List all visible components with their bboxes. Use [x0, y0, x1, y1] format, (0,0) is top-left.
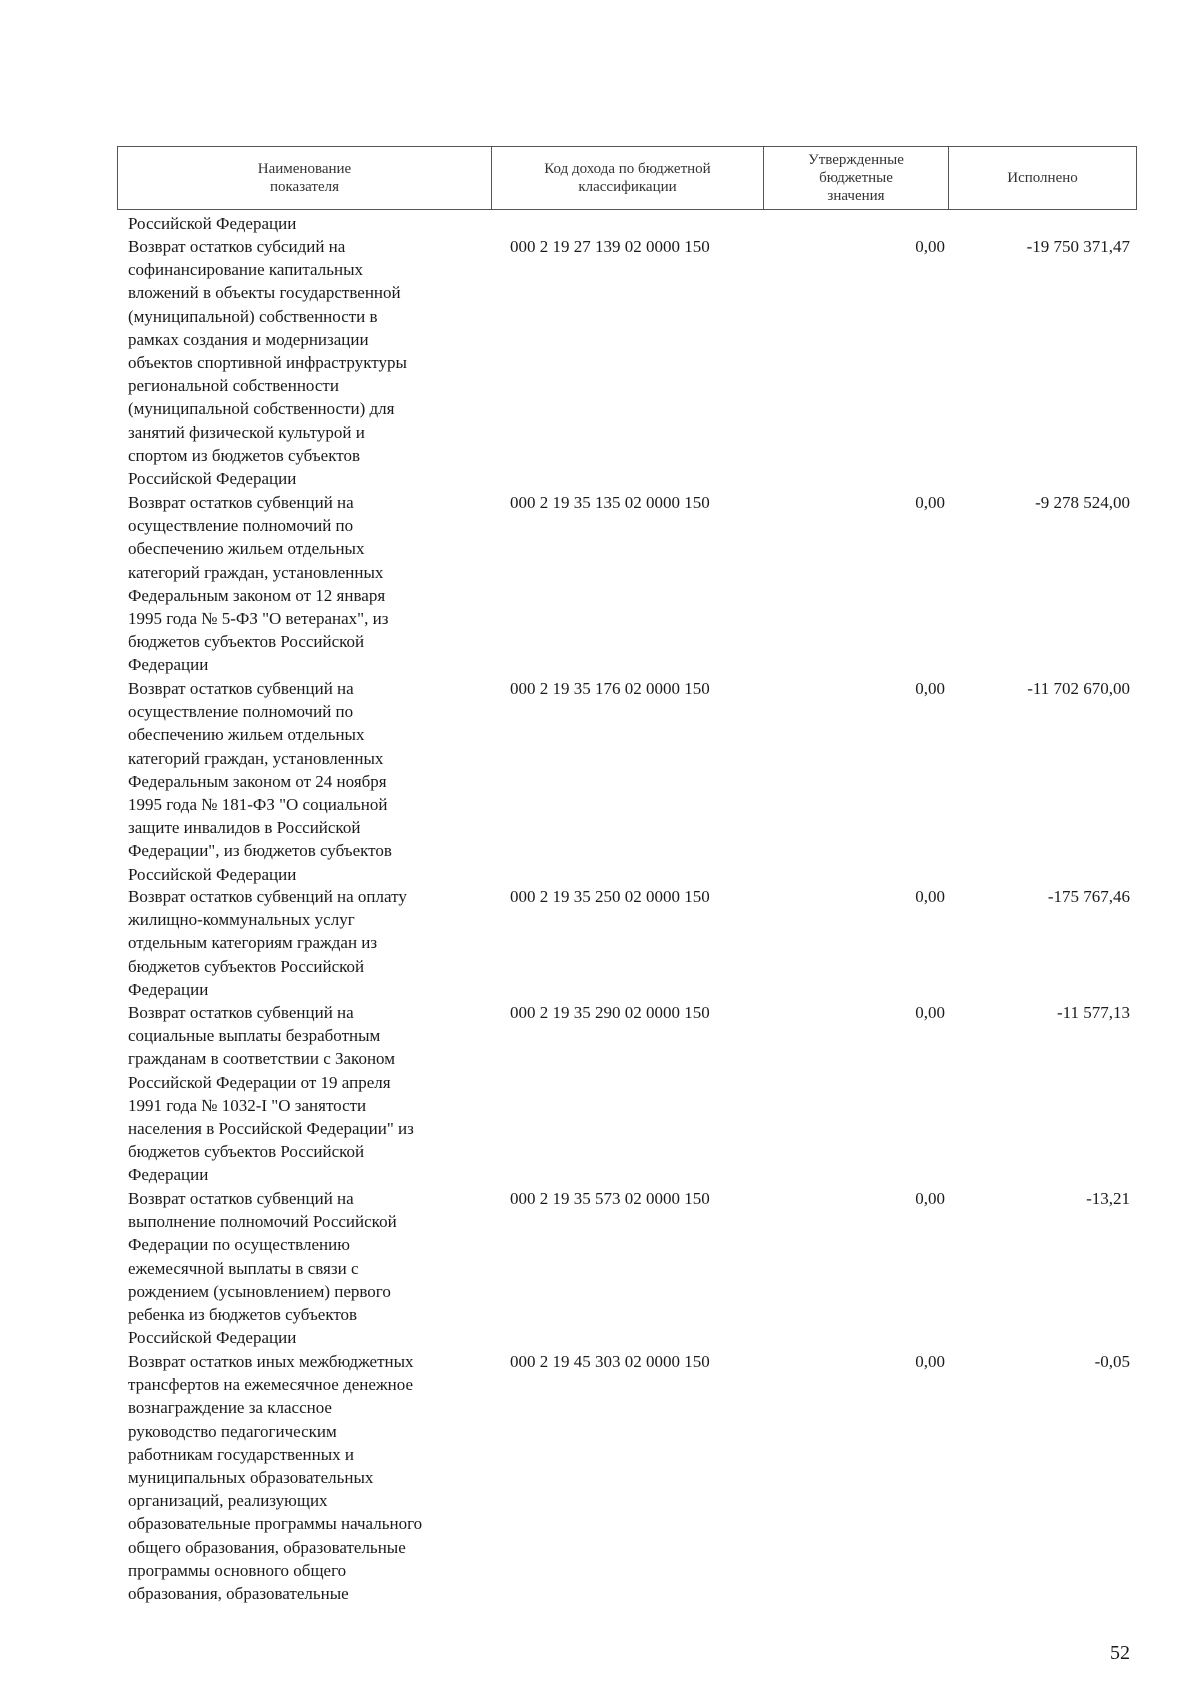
- row-approved: 0,00: [915, 493, 945, 512]
- row-approved: 0,00: [915, 1352, 945, 1371]
- row-name: Возврат остатков субвенций на осуществление полномочий по обеспечению жильем отдельных категорий граждан, установленных Федеральным законом от 24 ноября 1995 года № 181-ФЗ "О социальной защите инвалидов в Российской Федерации", из бюджетов субъектов Российской Федерации: [128, 679, 392, 884]
- row-executed: -11 702 670,00: [1027, 679, 1130, 698]
- header-code-label: Код дохода по бюджетной классификации: [544, 161, 711, 195]
- row-code: 000 2 19 35 573 02 0000 150: [510, 1189, 710, 1208]
- row-code: 000 2 19 35 176 02 0000 150: [510, 679, 710, 698]
- row-executed: -9 278 524,00: [1035, 493, 1130, 512]
- row-code: 000 2 19 45 303 02 0000 150: [510, 1352, 710, 1371]
- row-approved: 0,00: [915, 679, 945, 698]
- row-code: 000 2 19 35 290 02 0000 150: [510, 1003, 710, 1022]
- header-cell-executed: [949, 147, 1136, 209]
- row-executed: -175 767,46: [1047, 887, 1130, 906]
- header-cell-approved: [764, 147, 949, 209]
- row-executed: -19 750 371,47: [1026, 237, 1130, 256]
- table-header: [117, 146, 1137, 210]
- row-executed: -13,21: [1086, 1189, 1130, 1208]
- header-executed-label: Исполнено: [1007, 170, 1078, 186]
- row-code: 000 2 19 35 250 02 0000 150: [510, 887, 710, 906]
- header-cell-name: [118, 147, 492, 209]
- header-approved-label: Утвержденные бюджетные значения: [808, 152, 904, 204]
- row-executed: -0,05: [1094, 1352, 1130, 1371]
- row-name: Возврат остатков субвенций на оплату жилищно-коммунальных услуг отдельным категориям граждан из бюджетов субъектов Российской Федерации: [128, 887, 407, 999]
- page-number: 52: [1110, 1642, 1130, 1664]
- row-name: Возврат остатков субсидий на софинансирование капитальных вложений в объекты государственной (муниципальной) собственности в рамках создания и модернизации объектов спортивной инфраструктуры региональной собственности (муниципальной собственности) для занятий физической культурой и спортом из бюджетов субъектов Российской Федерации: [128, 237, 407, 489]
- row-name: Возврат остатков иных межбюджетных трансфертов на ежемесячное денежное вознаграждение за классное руководство педагогическим работникам государственных и муниципальных образовательных организаций, реализующих образовательные программы начального общего образования, образовательные программы основного общего образования, образовательные: [128, 1352, 423, 1604]
- row-approved: 0,00: [915, 237, 945, 256]
- row-name: Возврат остатков субвенций на выполнение полномочий Российской Федерации по осуществлению ежемесячной выплаты в связи с рождением (усыновлением) первого ребенка из бюджетов субъектов Российской Федерации: [128, 1189, 397, 1348]
- row-approved: 0,00: [915, 1189, 945, 1208]
- row-approved: 0,00: [915, 1003, 945, 1022]
- continuation-text: Российской Федерации: [128, 214, 297, 233]
- row-name: Возврат остатков субвенций на социальные выплаты безработным гражданам в соответствии с Законом Российской Федерации от 19 апреля 1991 года № 1032-I "О занятости населения в Российской Федерации" из бюджетов субъектов Российской Федерации: [128, 1003, 414, 1185]
- header-name-label: Наименование показателя: [257, 161, 352, 195]
- row-code: 000 2 19 35 135 02 0000 150: [510, 493, 710, 512]
- row-name: Возврат остатков субвенций на осуществление полномочий по обеспечению жильем отдельных категорий граждан, установленных Федеральным законом от 12 января 1995 года № 5-ФЗ "О ветеранах", из бюджетов субъектов Российской Федерации: [128, 493, 389, 675]
- row-code: 000 2 19 27 139 02 0000 150: [510, 237, 710, 256]
- row-executed: -11 577,13: [1056, 1003, 1130, 1022]
- header-cell-code: [492, 147, 764, 209]
- row-approved: 0,00: [915, 887, 945, 906]
